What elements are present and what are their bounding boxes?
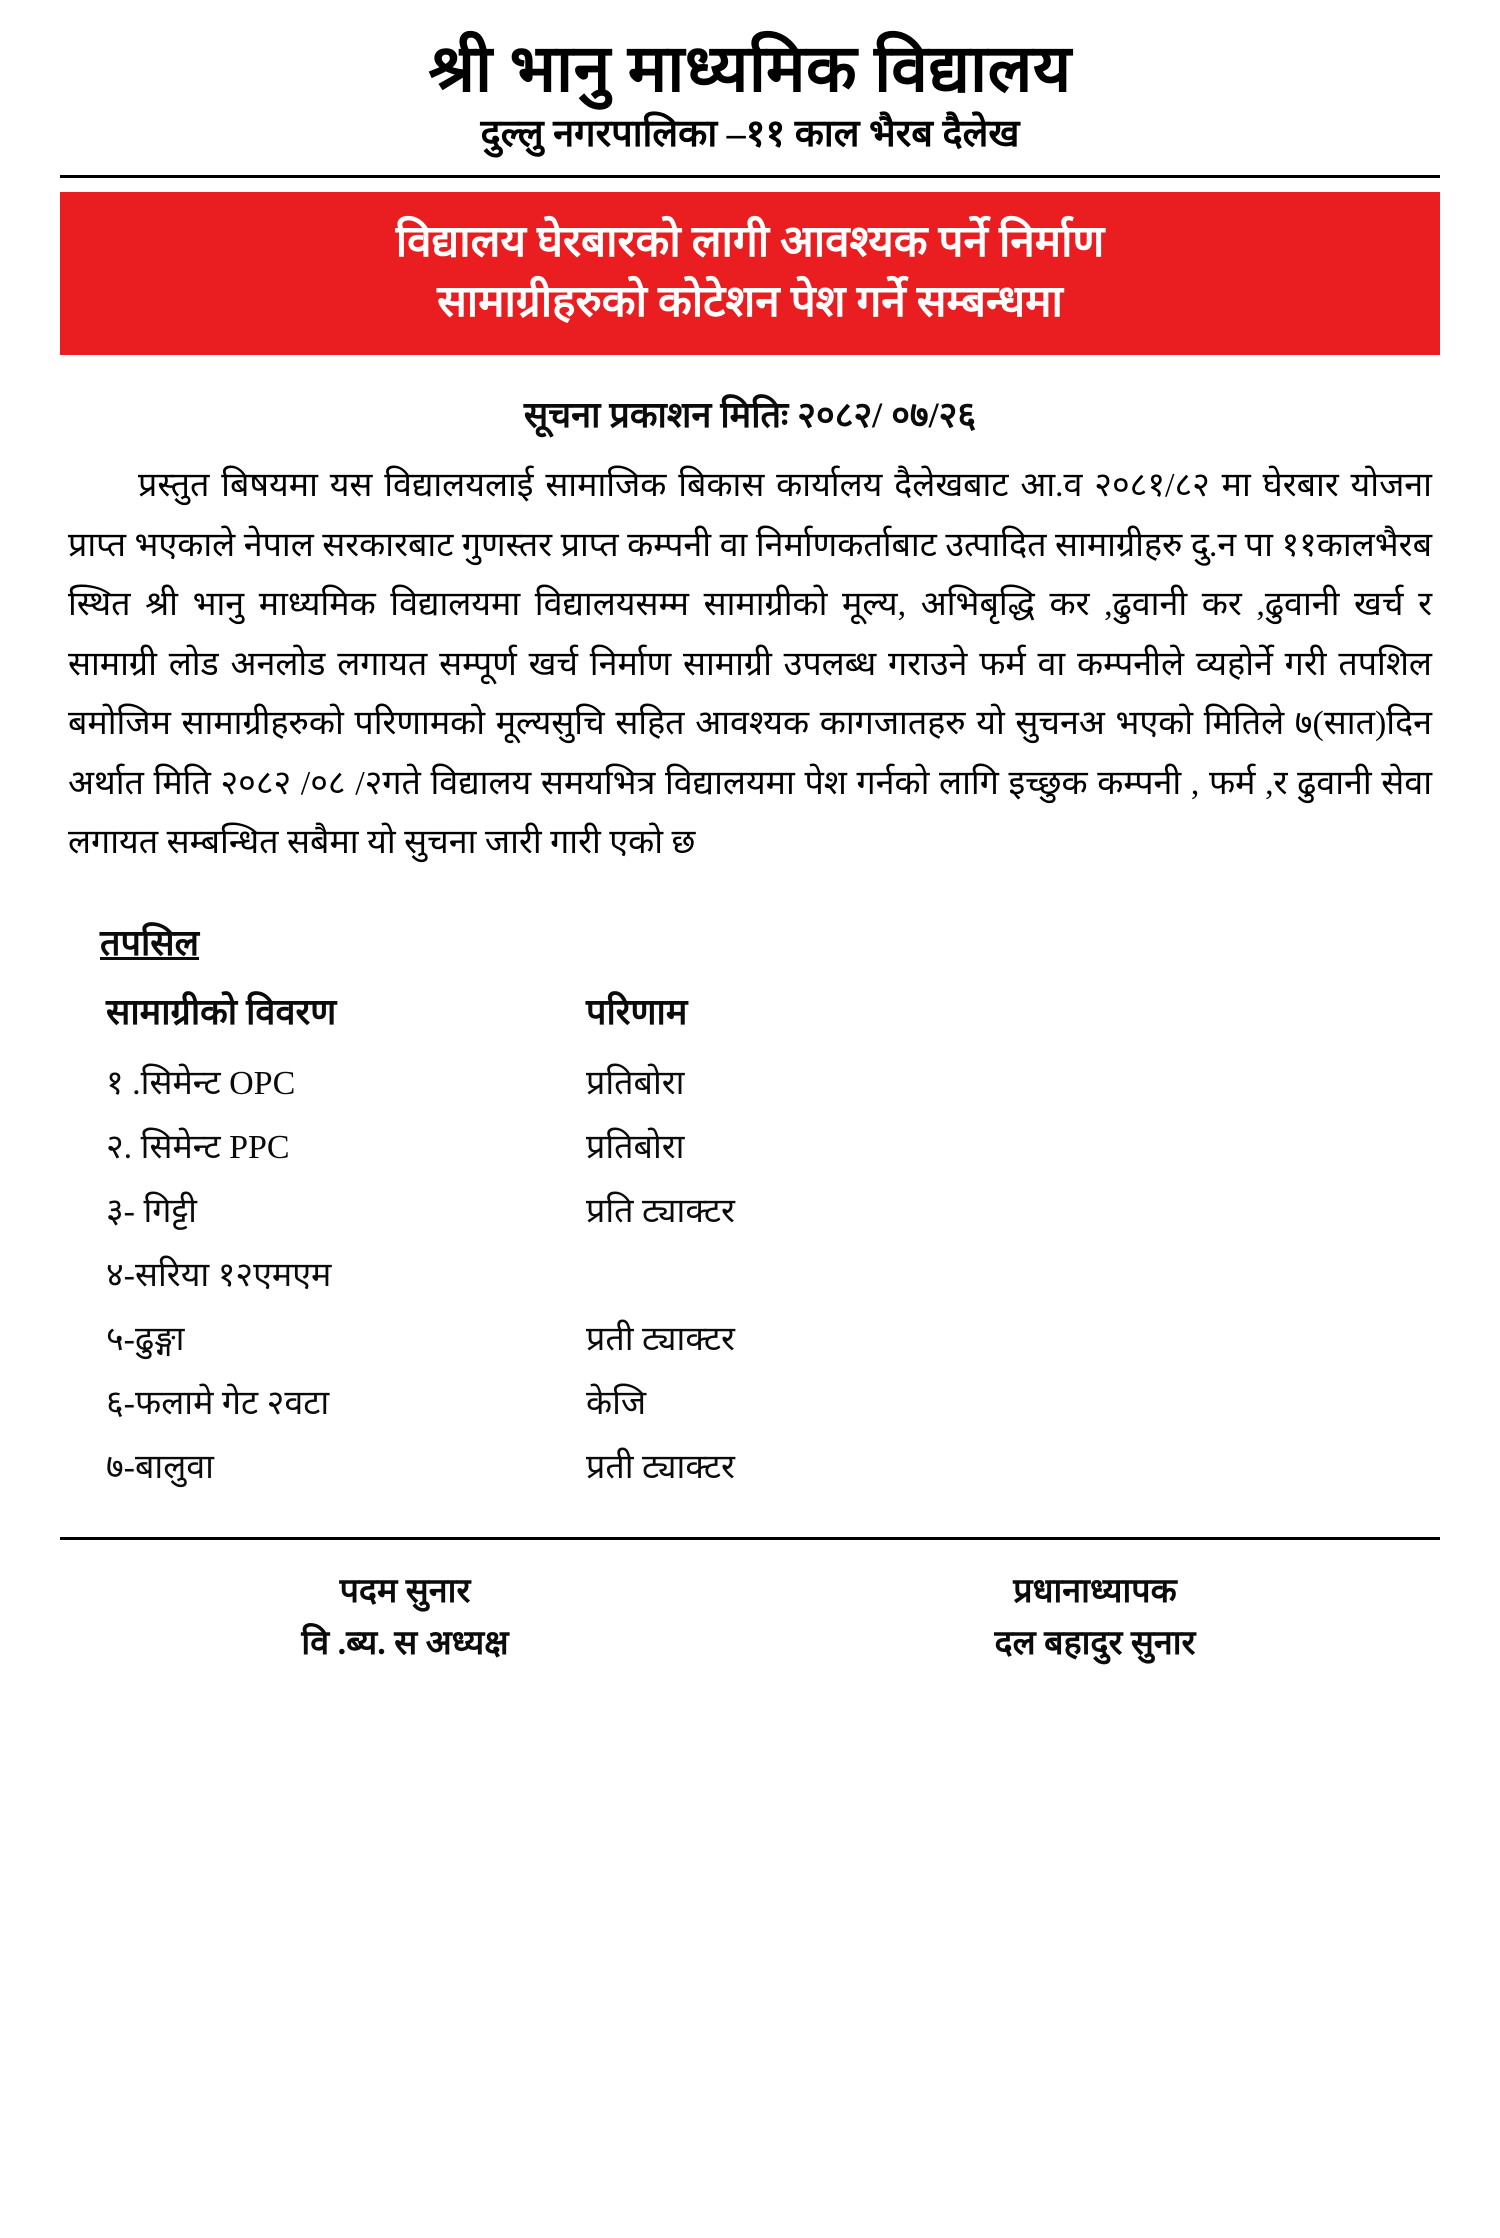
materials-table [106,980,1486,1497]
table-header-row [106,980,1486,1049]
signatory-role: वि .ब्य. स अध्यक्ष [301,1625,509,1663]
signatory-name: प्रधानाध्यापक [1013,1572,1177,1610]
cell-description: २. सिमेन्ट PPC [106,1128,290,1166]
signature-right [785,1566,1406,1671]
table-row [106,1305,1486,1369]
cell-quantity: प्रती ट्याक्टर [586,1320,735,1358]
cell-description: ३- गिट्टी [106,1192,197,1230]
materials-table-head [106,980,1486,1049]
table-row [106,1113,1486,1177]
cell-description: १ .सिमेन्ट OPC [106,1064,296,1102]
cell-description: ४-सरिया १२एमएम [106,1256,332,1294]
notice-body-text: प्रस्तुत बिषयमा यस विद्यालयलाई सामाजिक बिकास कार्यालय दैलेखबाट आ.व २०८१/८२ मा घेरबार योजना प्राप्त भएकाले नेपाल सरकारबाट गुणस्तर प्राप्त कम्पनी वा निर्माणकर्ताबाट उत्पादित सामाग्रीहरु दु.न पा ११कालभैरब स्थित श्री भानु माध्यमिक विद्यालयमा विद्यालयसम्म सामाग्रीको मूल्य, अभिबृद्धि कर ,ढुवानी कर ,ढुवानी खर्च र सामाग्री लोड अनलोड लगायत सम्पूर्ण खर्च निर्माण सामाग्री उपलब्ध गराउने फर्म वा कम्पनीले व्यहोर्ने गरी तपशिल बमोजिम सामाग्रीहरुको परिणामको मूल्यसुचि सहित आवश्यक कागजातहरु यो सुचनअ भएको मितिले ७(सात)दिन अर्थात मिति २०८२ /०८ /२गते विद्यालय समयभित्र विद्यालयमा पेश गर्नको लागि इच्छुक कम्पनी , फर्म ,र ढुवानी सेवा लगायत सम्बन्धित सबैमा यो सुचना जारी गारी एको छ [68,467,1432,862]
column-header-quantity: परिणाम [586,991,688,1032]
cell-quantity: प्रति ट्याक्टर [586,1192,735,1230]
publish-date: सूचना प्रकाशन मितिः २०८२/ ०७/२६ [523,395,977,436]
cell-description: ५-ढुङ्गा [106,1320,185,1358]
school-address: दुल्लु नगरपालिका –११ काल भैरब दैलेख [480,112,1020,155]
signatory-name: पदम सुनार [339,1572,471,1610]
footer-divider [60,1537,1440,1540]
header-divider [60,175,1440,178]
school-name: श्री भानु माध्यमिक विद्यालय [428,33,1072,106]
table-row [106,1177,1486,1241]
notice-body [68,456,1432,873]
signature-block [60,1566,1440,1697]
table-row [106,1433,1486,1497]
cell-quantity: प्रतिबोरा [586,1064,685,1102]
signature-left [95,1566,716,1671]
table-row [106,1241,1486,1305]
cell-quantity: प्रती ट्याक्टर [586,1448,735,1486]
materials-table-body [106,1049,1486,1497]
table-row [106,1049,1486,1113]
banner-line-2: सामाग्रीहरुको कोटेशन पेश गर्ने सम्बन्धमा [437,276,1063,326]
cell-quantity: प्रतिबोरा [586,1128,685,1166]
cell-quantity: केजि [586,1384,647,1422]
cell-quantity [586,1241,1486,1305]
notice-banner [60,192,1440,355]
banner-line-1: विद्यालय घेरबारको लागी आवश्यक पर्ने निर्माण [395,217,1105,267]
cell-description: ७-बालुवा [106,1448,214,1486]
table-row [106,1369,1486,1433]
cell-description: ६-फलामे गेट २वटा [106,1384,330,1422]
tapasil-heading: तपसिल [100,922,200,963]
column-header-description: सामाग्रीको विवरण [106,991,337,1032]
signatory-role: दल बहादुर सुनार [994,1625,1196,1663]
